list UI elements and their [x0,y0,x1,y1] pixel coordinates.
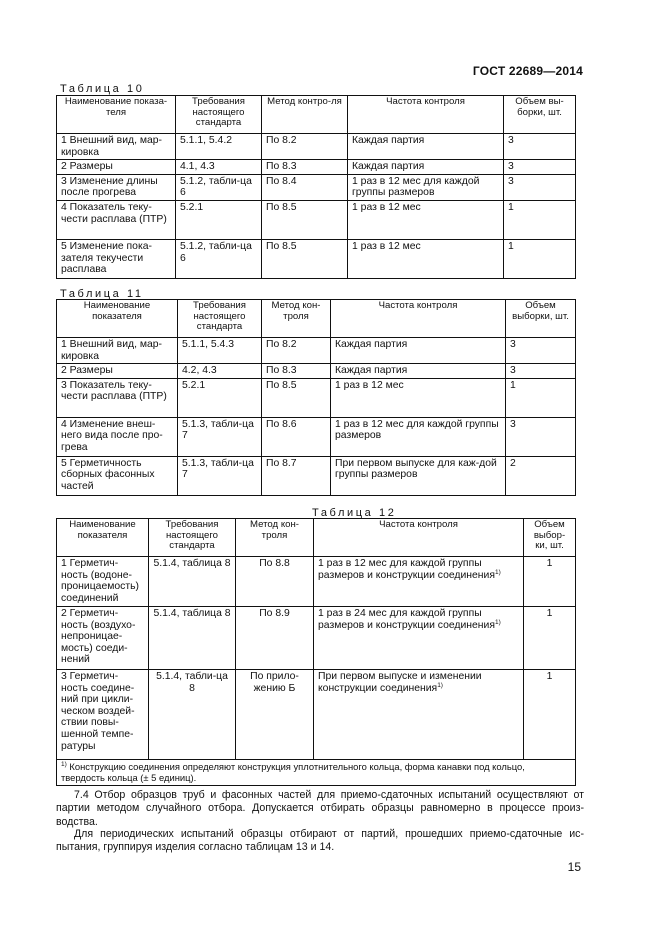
cell-sample: 3 [506,338,576,364]
cell-method: По 8.5 [262,239,348,278]
table12-footnote-row [57,760,576,786]
table-row [57,557,576,607]
cell-name: 2 Размеры [57,364,178,379]
table-row [57,417,576,456]
footnote-text: Конструкцию соединения определяют конструкция уплотнительного кольца, форма канавки под кольцо, твердость кольца (± 5 единиц). [61,761,525,783]
cell-requirements: 5.2.1 [176,200,262,239]
cell-frequency [314,557,524,607]
cell-frequency: При первом выпуске для каж-дой группы размеров [331,456,506,495]
cell-method: По 8.2 [262,134,348,160]
footnote-ref: 1) [494,568,501,576]
cell-sample: 3 [506,364,576,379]
table-row [57,378,576,417]
cell-sample: 3 [504,160,576,175]
cell-requirements: 4.2, 4.3 [178,364,262,379]
table-row [57,338,576,364]
cell-frequency: 1 раз в 12 мес [348,200,504,239]
cell-sample: 1 [504,200,576,239]
cell-frequency: Каждая партия [348,160,504,175]
table11-col-frequency: Частота контроля [331,300,506,338]
table12-caption: Таблица 12 [312,507,397,519]
cell-requirements: 5.1.3, табли-ца 7 [178,456,262,495]
frequency-text: 1 раз в 12 мес для каждой группы размеров и конструкции соединения [318,558,495,581]
standard-code-header: ГОСТ 22689—2014 [472,64,583,78]
cell-sample: 3 [504,134,576,160]
table-row [57,670,576,760]
cell-name: 1 Внешний вид, мар-кировка [57,134,176,160]
table-row [57,160,576,175]
cell-requirements: 5.1.4, таблица 8 [149,607,236,670]
table12-footnote [57,760,576,786]
frequency-text: 1 раз в 24 мес для каждой группы размеров и конструкции соединения [318,608,495,631]
cell-frequency: 1 раз в 12 мес для каждой группы размеров [331,417,506,456]
cell-method: По 8.5 [262,200,348,239]
cell-method: По 8.6 [262,417,331,456]
cell-requirements: 5.1.4, табли-ца 8 [149,670,236,760]
paragraph-7-4: 7.4 Отбор образцов труб и фасонных частей для приемо-сдаточных испытаний осуществляют от партии методом случайного отбора. Допускается отбирать образцы равномерно в процессе произ-водства. [56,789,584,828]
cell-name: 5 Герметичность сборных фасонных частей [57,456,178,495]
cell-sample: 2 [506,456,576,495]
table11-col-method: Метод кон-троля [262,300,331,338]
table12-col-requirements: Требования настоящего стандарта [149,519,236,557]
table10-col-requirements: Требования настоящего стандарта [176,96,262,134]
cell-name: 1 Внешний вид, мар-кировка [57,338,178,364]
table11-header-row [57,300,576,338]
cell-name: 2 Размеры [57,160,176,175]
cell-name: 4 Изменение внеш-него вида после про-грева [57,417,178,456]
cell-frequency [314,670,524,760]
table-row [57,174,576,200]
table-row [57,200,576,239]
paragraph-periodic: Для периодических испытаний образцы отбирают от партий, прошедших приемо-сдаточные ис-пытания, группируя изделия согласно таблицам 13 и 14. [56,828,584,854]
table12-col-name: Наименование показателя [57,519,149,557]
cell-frequency: Каждая партия [331,338,506,364]
cell-requirements: 5.1.3, табли-ца 7 [178,417,262,456]
table10-col-method: Метод контро-ля [262,96,348,134]
table-row [57,134,576,160]
table11-caption: Таблица 11 [60,288,144,300]
table-row [57,607,576,670]
cell-name: 1 Герметич-ность (водоне-проницаемость) соединений [57,557,149,607]
cell-requirements: 5.1.1, 5.4.3 [178,338,262,364]
table10-col-frequency: Частота контроля [348,96,504,134]
frequency-text: При первом выпуске и изменении конструкции соединения [318,671,482,694]
table10-col-sample: Объем вы-борки, шт. [504,96,576,134]
cell-frequency [314,607,524,670]
cell-method: По 8.2 [262,338,331,364]
cell-name: 3 Изменение длины после прогрева [57,174,176,200]
table12-col-method: Метод кон-троля [236,519,314,557]
table10-caption: Таблица 10 [60,83,145,95]
table-10 [56,95,576,279]
cell-method: По 8.4 [262,174,348,200]
cell-sample: 3 [504,174,576,200]
cell-requirements: 5.2.1 [178,378,262,417]
table12-header-row [57,519,576,557]
cell-frequency: 1 раз в 12 мес [348,239,504,278]
cell-sample: 1 [524,607,576,670]
cell-requirements: 5.1.2, табли-ца 6 [176,174,262,200]
table-12 [56,518,576,786]
table11-col-sample: Объем выборки, шт. [506,300,576,338]
table10-col-name: Наименование показа-теля [57,96,176,134]
table11-col-name: Наименование показателя [57,300,178,338]
cell-sample: 1 [524,670,576,760]
cell-frequency: 1 раз в 12 мес для каждой группы размеров [348,174,504,200]
cell-name: 2 Герметич-ность (воздухо-непроницае-мость) соеди-нений [57,607,149,670]
cell-frequency: Каждая партия [331,364,506,379]
cell-frequency: Каждая партия [348,134,504,160]
cell-requirements: 5.1.4, таблица 8 [149,557,236,607]
cell-requirements: 5.1.1, 5.4.2 [176,134,262,160]
page-number: 15 [567,860,581,874]
cell-method: По 8.8 [236,557,314,607]
cell-name: 3 Герметич-ность соедине-ний при цикли-ческом воздей-ствии повы-шенной темпе-ратуры [57,670,149,760]
footnote-mark: 1) [61,761,67,768]
cell-method: По 8.9 [236,607,314,670]
cell-name: 4 Показатель теку-чести расплава (ПТР) [57,200,176,239]
cell-requirements: 4.1, 4.3 [176,160,262,175]
cell-method: По 8.3 [262,160,348,175]
table-row [57,364,576,379]
table-11 [56,299,576,496]
cell-name: 5 Изменение пока-зателя текучести расплава [57,239,176,278]
cell-sample: 1 [524,557,576,607]
cell-requirements: 5.1.2, табли-ца 6 [176,239,262,278]
table-row [57,456,576,495]
cell-method: По 8.3 [262,364,331,379]
table12-col-sample: Объем выбор-ки, шт. [524,519,576,557]
footnote-ref: 1) [494,618,501,626]
table11-col-requirements: Требования настоящего стандарта [178,300,262,338]
cell-sample: 1 [506,378,576,417]
footnote-ref: 1) [437,681,443,689]
cell-frequency: 1 раз в 12 мес [331,378,506,417]
table-row [57,239,576,278]
table10-header-row [57,96,576,134]
table12-col-frequency: Частота контроля [314,519,524,557]
cell-method: По прило-жению Б [236,670,314,760]
cell-method: По 8.5 [262,378,331,417]
cell-name: 3 Показатель теку-чести расплава (ПТР) [57,378,178,417]
cell-sample: 1 [504,239,576,278]
cell-method: По 8.7 [262,456,331,495]
cell-sample: 3 [506,417,576,456]
